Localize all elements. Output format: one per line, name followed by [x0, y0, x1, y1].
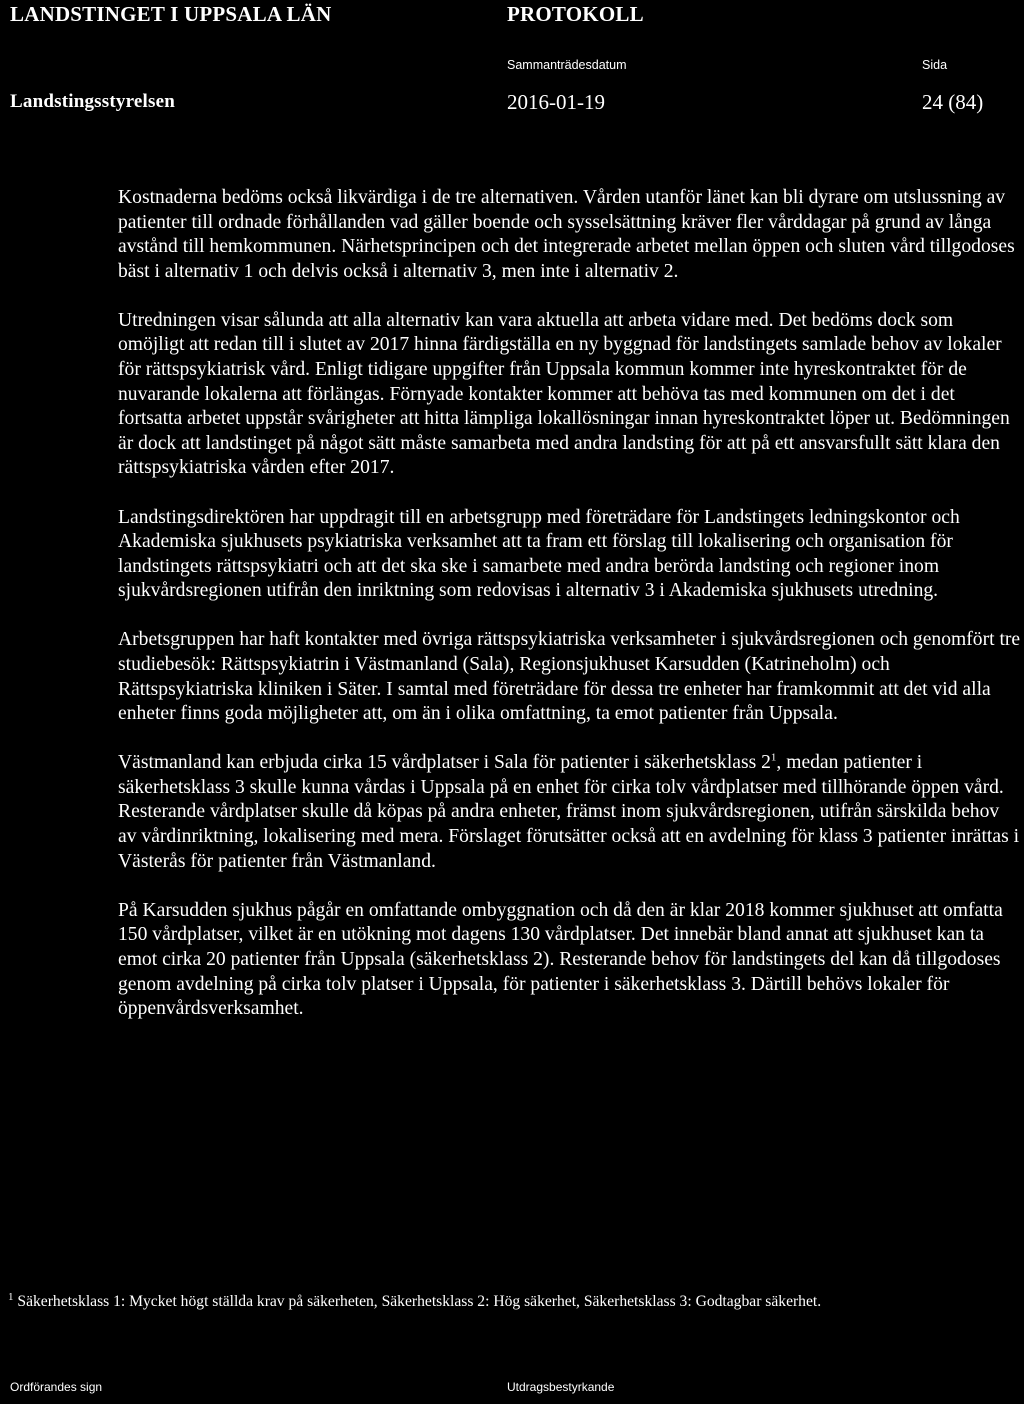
- paragraph-vastmanland: [118, 751, 1022, 874]
- paragraph-vastmanland-part1: Västmanland kan erbjuda cirka 15 vårdplatser i Sala för patienter i säkerhetsklass 2: [118, 752, 771, 774]
- footnote-marker: 1: [8, 1290, 14, 1303]
- protocol-body: [118, 186, 1022, 1046]
- paragraph-investigation: Utredningen visar sålunda att alla alternativ kan vara aktuella att arbeta vidare med. Det bedöms dock som omöjligt att redan till i slutet av 2017 hinna färdigställa en ny byggnad för landstingets samlade behov av lokaler för rättspsykiatrisk vård. Enligt tidigare uppgifter från Uppsala kommun kommer inte hyreskontraktet för de nuvarande lokalerna att förlängas. Förnyade kontakter kommer att behöva tas med kommunen om det i det fortsatta arbetet uppstår svårigheter att hitta lämpliga lokallösningar innan hyreskontraktet löper ut. Bedömningen är dock att landstinget på något sätt måste samarbeta med andra landsting för att på ett ansvarsfullt sätt klara den rättspsykiatriska vården efter 2017.: [118, 309, 1010, 479]
- paragraph-vastmanland-part2: , medan patienter i säkerhetsklass 3 skulle kunna vårdas i Uppsala på en enhet för cirka tolv vårdplatser med tillhörande öppen vård. Resterande vårdplatser skulle då köpas på andra enheter, främst inom sjukvårdsregionen, utifrån särskilda behov av vårdinriktning, lokalisering med mera. Förslaget förutsätter också att en avdelning för klass 3 patienter inrättas i Västerås för patienter från Västmanland.: [118, 752, 1020, 872]
- page-label: Sida: [922, 58, 948, 72]
- extract-certification-label: Utdragsbestyrkande: [507, 1380, 615, 1394]
- date-label: Sammanträdesdatum: [507, 58, 627, 72]
- footnote: [8, 1290, 822, 1311]
- page-number: 24 (84): [922, 90, 984, 114]
- paragraph-working-group-contacts: Arbetsgruppen har haft kontakter med övriga rättspsykiatriska verksamheter i sjukvårdsregionen och genomfört tre studiebesök: Rättspsykiatrin i Västmanland (Sala), Regionsjukhuset Karsudden (Katrineholm) och Rättspsykiatriska kliniken i Säter. I samtal med företrädare för dessa tre enheter har framkommit att det vid alla enheter finns goda möjligheter att, om än i olika omfattning, ta emot patienter från Uppsala.: [118, 629, 1021, 725]
- footnote-text: Säkerhetsklass 1: Mycket högt ställda krav på säkerheten, Säkerhetsklass 2: Hög säkerhet, Säkerhetsklass 3: Godtagbar säkerhet.: [17, 1293, 822, 1310]
- document-type: PROTOKOLL: [507, 2, 644, 26]
- chair-signature-label: Ordförandes sign: [10, 1380, 103, 1394]
- board-name: Landstingsstyrelsen: [10, 91, 175, 112]
- paragraph-working-group-assignment: Landstingsdirektören har uppdragit till en arbetsgrupp med företrädare för Landstingets ledningskontor och Akademiska sjukhusets psykiatriska verksamhet att ta fram ett förslag till lokalisering och organisation för landstingets rättspsykiatri och att det ska ske i samarbete med andra berörda landsting och regioner inom sjukvårdsregionen utifrån den inriktning som redovisas i alternativ 3 i Akademiska sjukhusets utredning.: [118, 506, 960, 602]
- organization-name: LANDSTINGET I UPPSALA LÄN: [10, 2, 332, 26]
- meeting-date: 2016-01-19: [507, 90, 605, 114]
- paragraph-karsudden: På Karsudden sjukhus pågår en omfattande ombyggnation och då den är klar 2018 kommer sjukhuset att omfatta 150 vårdplatser, vilket är en utökning mot dagens 130 vårdplatser. Det innebär bland annat att sjukhuset kan ta emot cirka 20 patienter från Uppsala (säkerhetsklass 2). Resterande behov för landstingets del kan då tillgodoses genom avdelning på cirka tolv platser i Uppsala, för patienter i säkerhetsklass 3. Därtill behövs lokaler för öppenvårdsverksamhet.: [118, 899, 1003, 1020]
- paragraph-costs: Kostnaderna bedöms också likvärdiga i de tre alternativen. Vården utanför länet kan bli dyrare om utslussning av patienter till ordnade förhållanden vad gäller boende och sysselsättning kräver fler vårddagar på grund av långa avstånd till hemkommunen. Närhetsprincipen och det integrerade arbetet mellan öppen och sluten vård tillgodoses bäst i alternativ 1 och delvis också i alternativ 3, men inte i alternativ 2.: [118, 187, 1015, 282]
- footnote-reference: 1: [770, 751, 777, 764]
